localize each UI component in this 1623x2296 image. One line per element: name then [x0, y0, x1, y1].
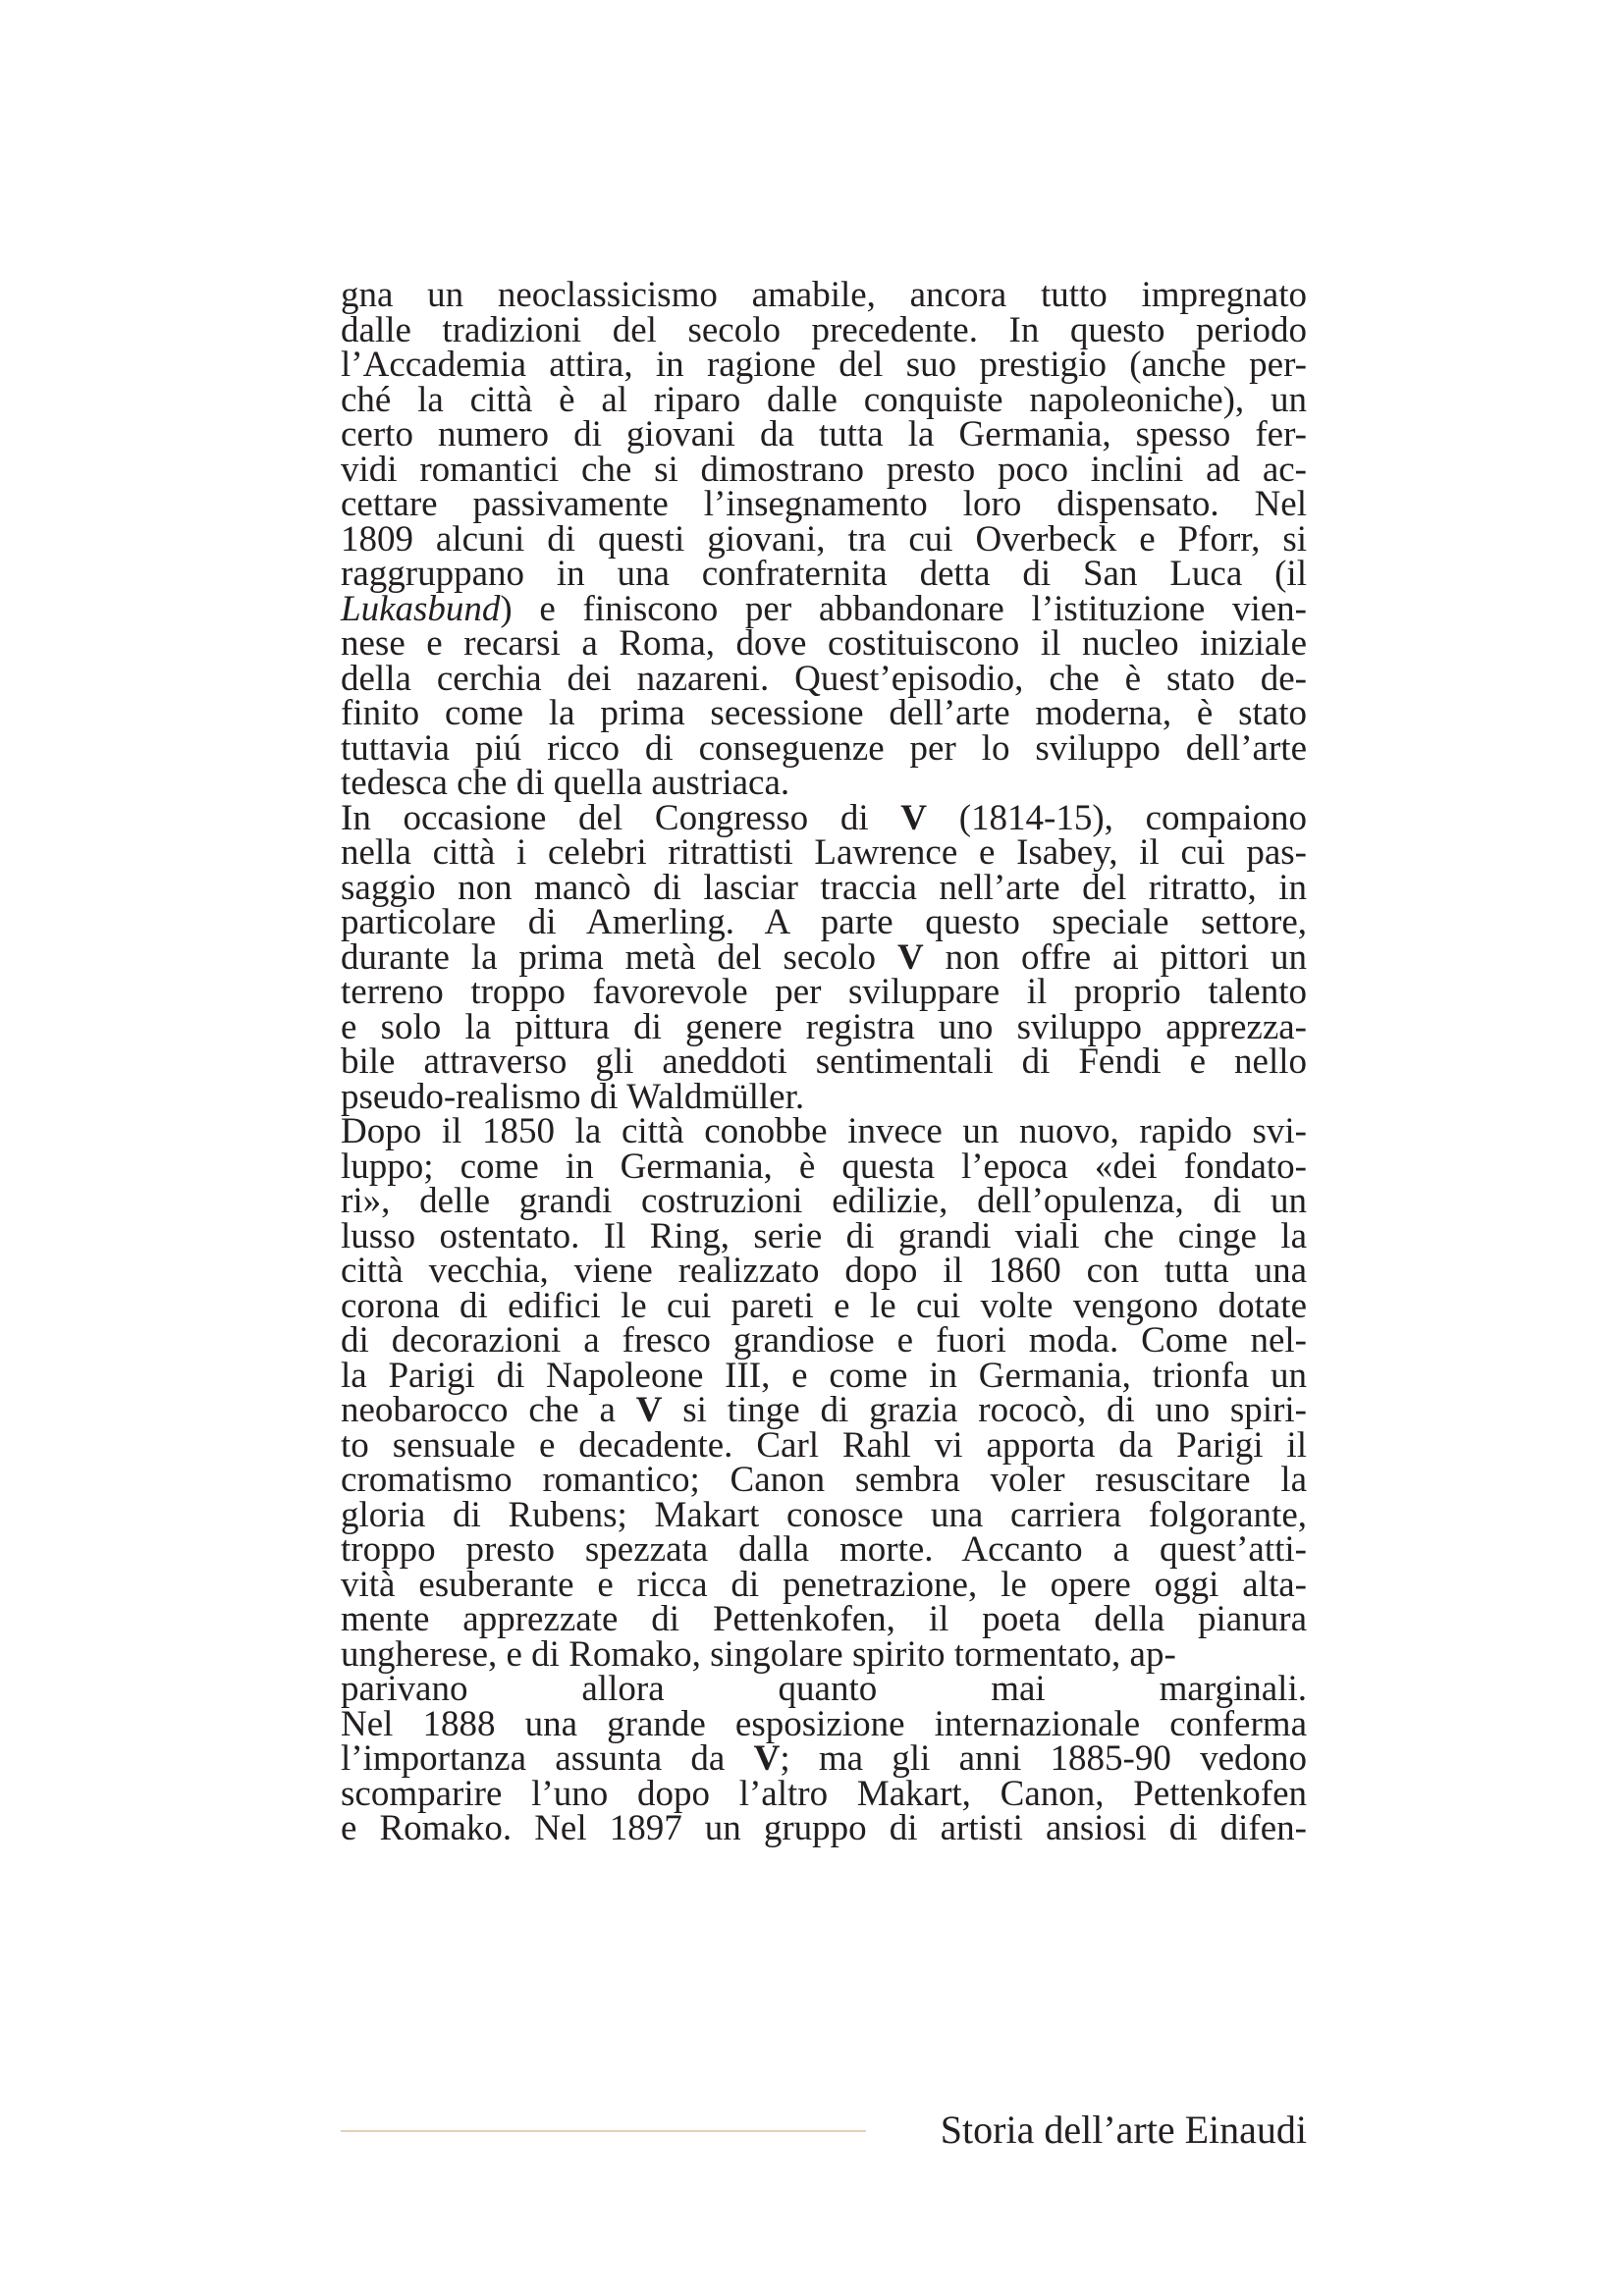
text-segment: l’importanza assunta da: [341, 1738, 754, 1779]
text-line: tuttavia piú ricco di conseguenze per lo sviluppo dell’arte: [341, 727, 1307, 769]
text-line: dalle tradizioni del secolo precedente. In questo periodo: [341, 309, 1307, 350]
text-line: 1809 alcuni di questi giovani, tra cui Overbeck e Pforr, si: [341, 518, 1307, 560]
text-segment: (1814-15), compaiono: [927, 797, 1307, 838]
text-line: vità esuberante e ricca di penetrazione, le opere oggi alta-: [341, 1564, 1307, 1605]
italic-term: Lukasbund: [341, 588, 501, 629]
footer-rule: [341, 2130, 866, 2132]
text-line: nella città i celebri ritrattisti Lawrence e Isabey, il cui pas-: [341, 832, 1307, 873]
abbreviation-bold: V: [635, 1390, 663, 1430]
text-line: corona di edifici le cui pareti e le cui volte vengono dotate: [341, 1285, 1307, 1326]
text-line: scomparire l’uno dopo l’altro Makart, Canon, Pettenkofen: [341, 1773, 1307, 1814]
text-line: certo numero di giovani da tutta la Germania, spesso fer-: [341, 414, 1307, 454]
text-line: gloria di Rubens; Makart conosce una carriera folgorante,: [341, 1494, 1307, 1535]
text-line: Dopo il 1850 la città conobbe invece un nuovo, rapido svi-: [341, 1111, 1307, 1151]
text-line: luppo; come in Germania, è questa l’epoca «dei fondato-: [341, 1146, 1307, 1187]
footer-series-title: Storia dell’arte Einaudi: [940, 2108, 1307, 2152]
text-line: della cerchia dei nazareni. Quest’episodio, che è stato de-: [341, 658, 1307, 699]
page-footer: [341, 2101, 1307, 2160]
text-line: [341, 936, 1307, 978]
text-line: terreno troppo favorevole per sviluppare il proprio talento: [341, 972, 1307, 1012]
text-segment: neobarocco che a: [341, 1390, 636, 1430]
text-line: [341, 1738, 1307, 1779]
abbreviation-bold: V: [900, 797, 928, 838]
text-segment: durante la prima metà del secolo: [341, 936, 897, 978]
text-line: [341, 1390, 1307, 1430]
abbreviation-bold: V: [896, 936, 924, 978]
text-line: l’Accademia attira, in ragione del suo prestigio (anche per-: [341, 345, 1307, 385]
text-line: tedesca che di quella austriaca.: [341, 763, 790, 803]
text-line: troppo presto spezzata dalla morte. Accanto a quest’atti-: [341, 1529, 1307, 1570]
text-line: città vecchia, viene realizzato dopo il 1860 con tutta una: [341, 1251, 1307, 1291]
text-line: [341, 588, 1307, 629]
text-line: bile attraverso gli aneddoti sentimentali di Fendi e nello: [341, 1041, 1307, 1082]
text-segment: non offre ai pittori un: [923, 936, 1307, 978]
text-line: pseudo-realismo di Waldmüller.: [341, 1076, 805, 1117]
text-line: lusso ostentato. Il Ring, serie di grandi viali che cinge la: [341, 1215, 1307, 1256]
text-line: ungherese, e di Romako, singolare spirito tormentato, ap-: [341, 1633, 1176, 1675]
text-line: e solo la pittura di genere registra uno sviluppo apprezza-: [341, 1006, 1307, 1047]
text-line: di decorazioni a fresco grandiose e fuori moda. Come nel-: [341, 1320, 1307, 1361]
text-line: to sensuale e decadente. Carl Rahl vi apporta da Parigi il: [341, 1424, 1307, 1466]
body-text: [341, 275, 1307, 1848]
text-line: ri», delle grandi costruzioni edilizie, dell’opulenza, di un: [341, 1181, 1307, 1221]
text-line: Nel 1888 una grande esposizione internazionale conferma: [341, 1703, 1307, 1744]
text-segment: si tinge di grazia rococò, di uno spiri-: [662, 1390, 1307, 1430]
text-line: raggruppano in una confraternita detta di San Luca (il: [341, 554, 1307, 594]
text-segment: ; ma gli anni 1885-90 vedono: [780, 1738, 1307, 1779]
text-line: nese e recarsi a Roma, dove costituiscono il nucleo iniziale: [341, 623, 1307, 664]
text-line: cettare passivamente l’insegnamento loro dispensato. Nel: [341, 484, 1307, 524]
text-line: vidi romantici che si dimostrano presto poco inclini ad ac-: [341, 449, 1307, 490]
text-line: parivano allora quanto mai marginali.: [341, 1669, 1307, 1709]
text-line: particolare di Amerling. A parte questo speciale settore,: [341, 902, 1307, 942]
text-line: gna un neoclassicismo amabile, ancora tutto impregnato: [341, 275, 1307, 315]
text-segment: In occasione del Congresso di: [341, 797, 901, 838]
text-line: [341, 797, 1307, 838]
text-line: e Romako. Nel 1897 un gruppo di artisti ansiosi di difen-: [341, 1808, 1307, 1848]
text-line: saggio non mancò di lasciar traccia nell’arte del ritratto, in: [341, 867, 1307, 908]
text-line: mente apprezzate di Pettenkofen, il poeta della pianura: [341, 1599, 1307, 1639]
abbreviation-bold: V: [753, 1738, 781, 1779]
text-line: finito come la prima secessione dell’arte moderna, è stato: [341, 693, 1307, 733]
text-segment: ) e finiscono per abbandonare l’istituzione vien-: [500, 588, 1307, 629]
text-line: ché la città è al riparo dalle conquiste napoleoniche), un: [341, 379, 1307, 420]
text-line: cromatismo romantico; Canon sembra voler resuscitare la: [341, 1460, 1307, 1500]
text-line: la Parigi di Napoleone III, e come in Germania, trionfa un: [341, 1355, 1307, 1396]
